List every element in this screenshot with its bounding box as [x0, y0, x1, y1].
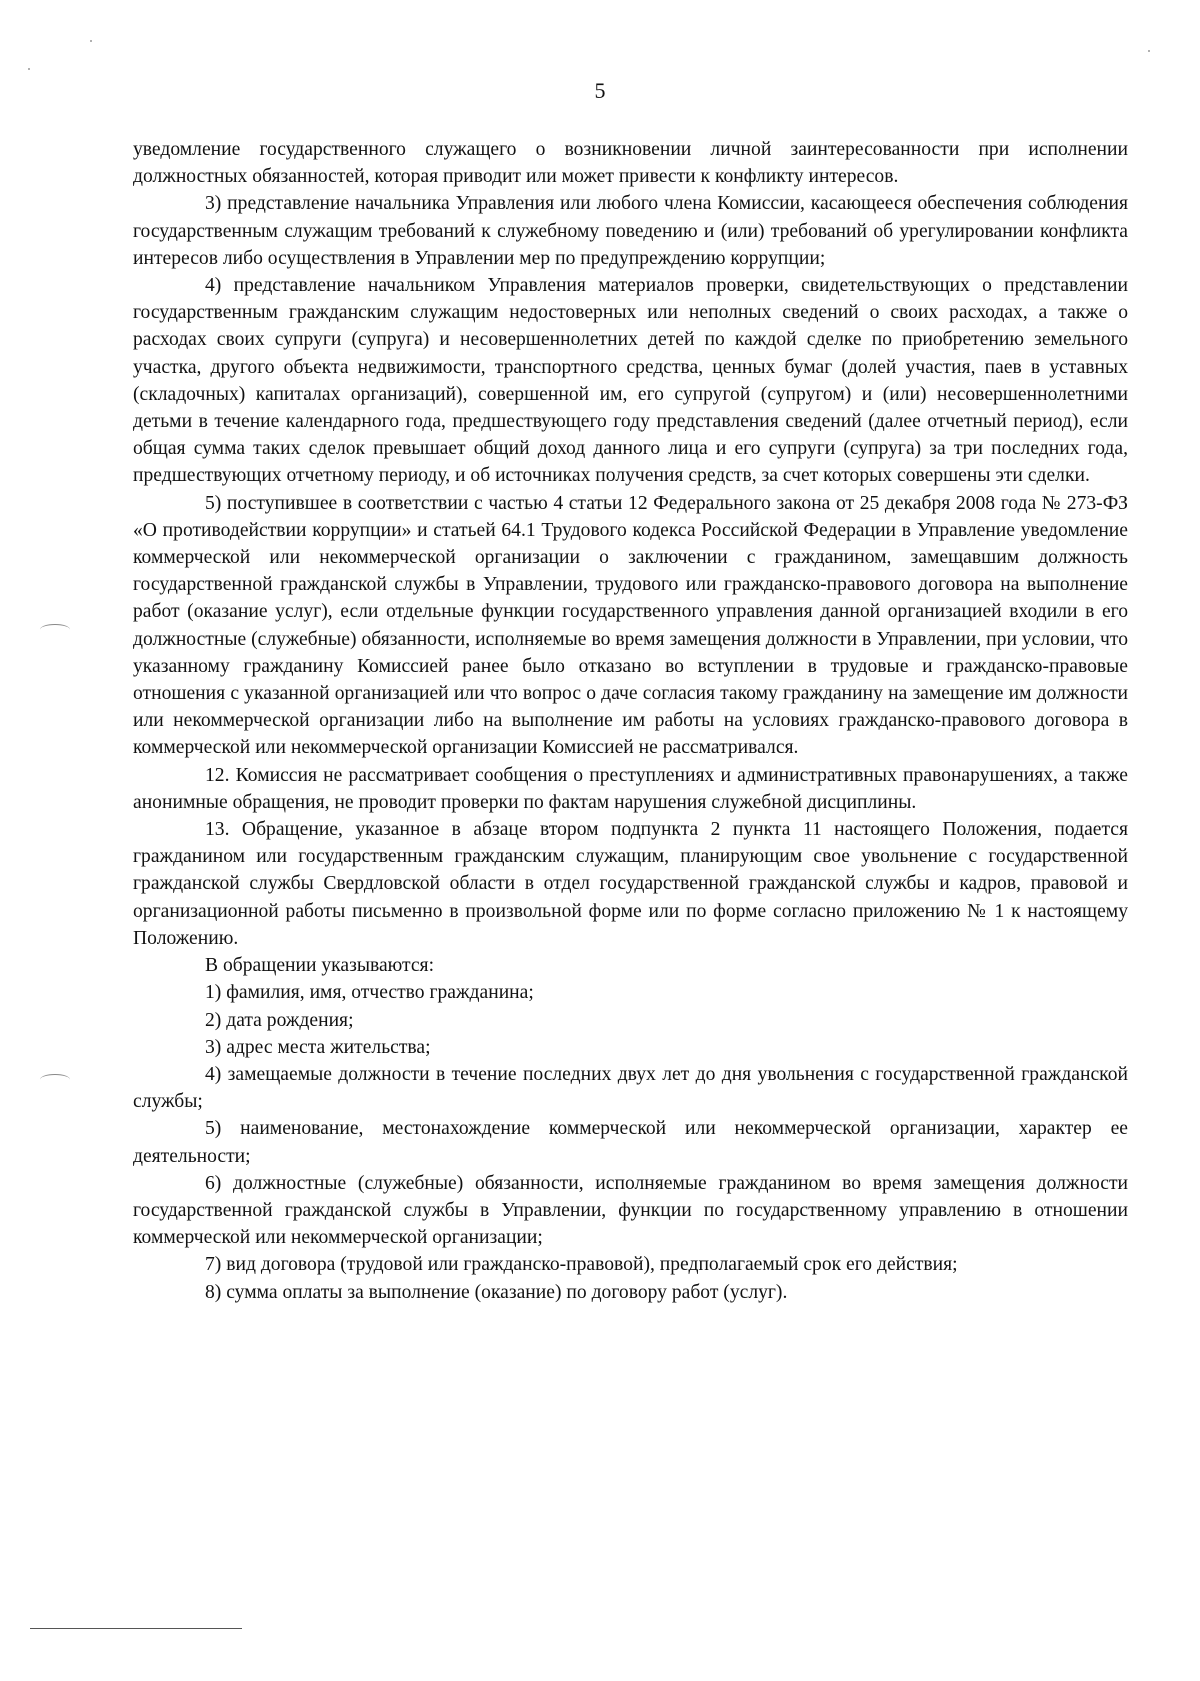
margin-scan-mark: [40, 1074, 70, 1085]
scan-speck: [1148, 50, 1150, 52]
margin-scan-mark: [40, 624, 70, 635]
footnote-separator: [30, 1628, 242, 1629]
list-item-8: 8) сумма оплаты за выполнение (оказание) по договору работ (услуг).: [205, 1281, 788, 1303]
list-item-4: 4) замещаемые должности в течение последних двух лет до дня увольнения с государственной гражданской службы;: [133, 1063, 1128, 1113]
paragraph-item-3: 3) представление начальника Управления или любого члена Комиссии, касающееся обеспечения соблюдения государственным служащим требований к служебному поведению и (или) требований об урегулировании конфликта интересов либо осуществления в Управлении мер по предупреждению коррупции;: [133, 193, 1128, 269]
paragraph-list-intro: В обращении указываются:: [205, 955, 435, 977]
list-item-1: 1) фамилия, имя, отчество гражданина;: [205, 982, 534, 1004]
list-item-7: 7) вид договора (трудовой или гражданско-правовой), предполагаемый срок его действия;: [205, 1254, 958, 1276]
paragraph-clause-13: 13. Обращение, указанное в абзаце втором подпункта 2 пункта 11 настоящего Положения, подается гражданином или государственным гражданским служащим, планирующим свое увольнение с государственной гражданской службы Свердловской области в отдел государственной гражданской службы и кадров, правовой и организационной работы письменно в произвольной форме или по форме согласно приложению № 1 к настоящему Положению.: [133, 819, 1128, 949]
page-number: 5: [594, 78, 606, 103]
scan-speck: [90, 40, 92, 42]
list-item-3: 3) адрес места жительства;: [205, 1036, 431, 1058]
paragraph-item-4: 4) представление начальником Управления материалов проверки, свидетельствующих о представлении государственным гражданским служащим недостоверных или неполных сведений о своих расходах, а также о расходах своих супруги (супруга) и несовершеннолетних детей по каждой сделке по приобретению земельного участка, другого объекта недвижимости, транспортного средства, ценных бумаг (долей участия, паев в уставных (складочных) капиталах организаций), совершенной им, его супругой (супругом) и (или) несовершеннолетними детьми в течение календарного года, предшествующего году представления сведений (далее отчетный период), если общая сумма таких сделок превышает общий доход данного лица и его супруги (супруга) за три последних года, предшествующих отчетному периоду, и об источниках получения средств, за счет которых совершены эти сделки.: [133, 275, 1128, 487]
list-item-6: 6) должностные (служебные) обязанности, исполняемые гражданином во время замещения должности государственной гражданской службы в Управлении, функции по государственному управлению в отношении коммерческой или некоммерческой организации;: [133, 1172, 1128, 1249]
paragraph-clause-12: 12. Комиссия не рассматривает сообщения о преступлениях и административных правонарушениях, а также анонимные обращения, не проводит проверки по фактам нарушения служебной дисциплины.: [133, 764, 1128, 813]
scan-speck: [28, 68, 30, 70]
list-item-5: 5) наименование, местонахождение коммерческой или некоммерческой организации, характер ее деятельности;: [133, 1118, 1128, 1167]
document-body: [133, 136, 1128, 1306]
list-item-2: 2) дата рождения;: [205, 1009, 354, 1031]
paragraph-item-5: 5) поступившее в соответствии с частью 4 статьи 12 Федерального закона от 25 декабря 2008 года № 273-ФЗ «О противодействии коррупции» и статьей 64.1 Трудового кодекса Российской Федерации в Управление уведомление коммерческой или некоммерческой организации о заключении с гражданином, замещавшим должность государственной гражданской службы в Управлении, трудового или гражданско-правового договора на выполнение работ (оказание услуг), если отдельные функции государственного управления данной организацией входили в его должностные (служебные) обязанности, исполняемые во время замещения должности в Управлении, при условии, что указанному гражданину Комиссией ранее было отказано во вступлении в трудовые и гражданско-правовые отношения с указанной организацией или что вопрос о даче согласия такому гражданину на замещение им должности или некоммерческой организации либо на выполнение им работы на условиях гражданско-правового договора в коммерческой или некоммерческой организации Комиссией не рассматривался.: [133, 492, 1128, 759]
paragraph-continuation: уведомление государственного служащего о возникновении личной заинтересованности при исполнении должностных обязанностей, которая приводит или может привести к конфликту интересов.: [133, 139, 1128, 188]
